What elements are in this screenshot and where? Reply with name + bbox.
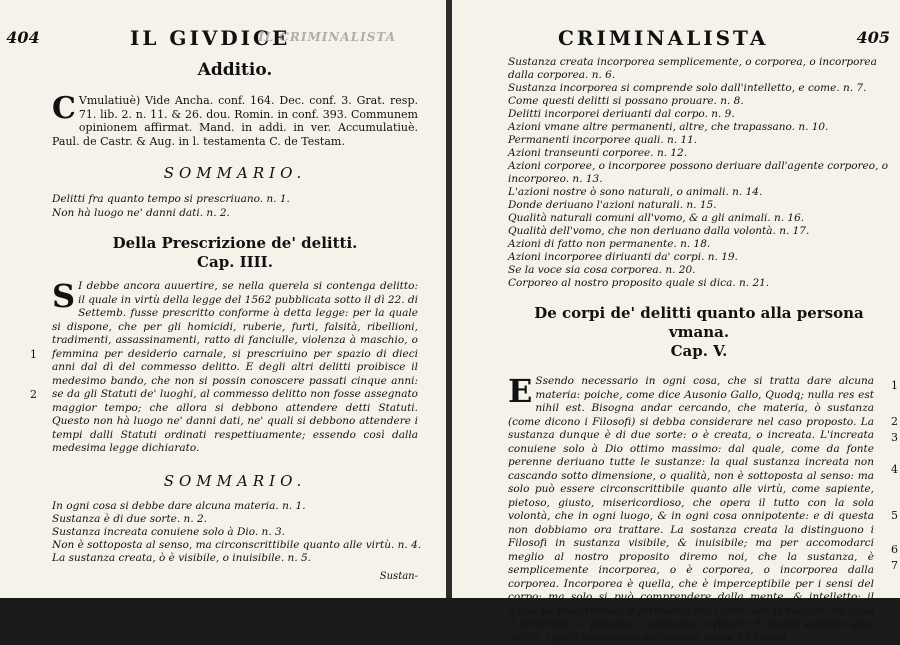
list-item: La sustanza creata, ò è visibile, o inuisibile. n. 5. <box>52 551 312 564</box>
sommario-list-continued <box>508 56 890 290</box>
chapter-5-dropcap: E <box>508 372 533 410</box>
left-page <box>0 0 446 598</box>
margin-number: 4 <box>891 463 898 476</box>
list-item: L'azioni nostre ò sono naturali, o animali. n. 14. <box>508 186 763 198</box>
list-item: Azioni corporee, o incorporee possono deriuare dall'agente corporeo, o incorporeo. n. 13. <box>508 160 889 185</box>
addition-heading: Additio. <box>197 60 273 80</box>
chapter-4-dropcap: S <box>52 277 76 315</box>
left-folio: 404 <box>6 28 40 47</box>
list-item: Azioni incorporee diriuanti da' corpi. n. 19. <box>508 251 738 263</box>
list-item: Azioni vmane altre permanenti, altre, che trapassano. n. 10. <box>508 121 829 133</box>
margin-number: 6 <box>891 543 898 556</box>
margin-number: 1 <box>30 348 37 361</box>
margin-number: 7 <box>891 559 898 572</box>
list-item: Sustanza increata conuiene solo à Dio. n. 3. <box>52 525 286 538</box>
list-item: Se la voce sia cosa corporea. n. 20. <box>508 264 696 276</box>
margin-number: 5 <box>891 509 898 522</box>
chapter-4-body <box>30 277 418 456</box>
list-item: Corporeo al nostro proposito quale si dica. n. 21. <box>508 277 770 289</box>
chapter-4-title: Della Prescrizione de' delitti. <box>112 234 358 252</box>
addition-text: Vmulatiuè) Vide Ancha. conf. 164. Dec. conf. 3. Grat. resp. 71. lib. 2. n. 11. & 26. dou. Romin. in conf. 393. Communem opinionem affirmat. Mand. in addi. in ver. Accumulatiuè. Paul. de Castr. & Aug. in l. testamenta C. de Testam. <box>52 94 418 148</box>
list-item: Sustanza incorporea si comprende solo dall'intelletto, e come. n. 7. <box>508 82 867 94</box>
list-item: Donde deriuano l'azioni naturali. n. 15. <box>508 199 717 211</box>
catchword: Sustan- <box>379 570 418 582</box>
list-item: Delitti incorporei deriuanti dal corpo. n. 9. <box>508 108 735 120</box>
list-item: Permanenti incorporee quali. n. 11. <box>508 134 698 146</box>
margin-number: 2 <box>30 388 37 401</box>
list-item: In ogni cosa si debbe dare alcuna materia. n. 1. <box>52 499 306 512</box>
sommario-heading-1: SOMMARIO. <box>163 164 307 182</box>
chapter-4-heading <box>52 234 418 272</box>
chapter-4-number: Cap. IIII. <box>197 253 273 271</box>
margin-number: 2 <box>891 415 898 428</box>
sommario-list-2 <box>52 499 422 565</box>
chapter-5-title: De corpi de' delitti quanto alla persona vmana. <box>534 304 864 341</box>
list-item: Qualità naturali comuni all'vomo, & a gli animali. n. 16. <box>508 212 805 224</box>
chapter-4-text: I debbe ancora auuertire, se nella querela si contenga delitto: il quale in virtù della legge del 1562 pubblicata sotto il dì 22. di Settemb. fusse prescritto conforme à detta legge: per la quale si dispone, che per gli homicidi, ruberie, furti, falsità, ribellioni, tradimenti, assassinamenti, ratto di fanciulle, violenza à maschio, o femmina per desiderio carnale, si prescriuino per spazio di dieci anni dal dì del commesso delitto. E degli altri delitti proibisce il medesimo bando, che non si possin conoscere passati cinque anni: se da gli Statuti de' luoghi, al commesso delitto non fosse assegnato maggior tempo; che allora si debbono attendere detti Statuti. Questo non hà luogo ne' danni dati, ne' quali si debbono attendere i tempi dalli Statuti ordinati respettiuamente; essendo così dalla medesima legge dichiarato. <box>52 280 418 454</box>
left-running-title: IL GIVDICE <box>130 26 291 50</box>
chapter-5-text: Ssendo necessario in ogni cosa, che si tratta dare alcuna materia: poiche, come dice Ausonio Gallo, Quodq; nulla res est nihil est. Bisogna andar cercando, che materia, ò sustanza (come dicono i Filosofi) si debba considerare nel caso proposto. La sustanza dunque è di due sorte: o è creata, o increata. L'increata conuiene solo à Dio ottimo massimo: dal quale, come da fonte perenne deriuano tutte le sustanze: la qual sustanza increata non cascando sotto dimensione, o qualità, non è sottoposta al senso: ma solo può essere circonscrittibile quanto alle virtù, come sapiente, pietoso, giusto, misericordioso, che opera il tutto con la sola volontà, che in ogni luogo, & in ogni cosa onnipotente: e di questa non dobbiamo ora trattare. La sostanza creata la distinguono i Filosofi in sustanza visibile, & inuisibile; ma per accomodarci meglio al nostro proposito diremo noi, che la sustanza, è semplicemente incorporea, o è corporea, o incorporea dalla corporea. Incorporea è quella, che è imperceptibile per i sensi del corpo: ma solo si può comprendere dalla mente, & intelletto: il quale và discorrendo, e formando ora l'Idee, ora le ragioni, ne caua il verisimile, o passato, o presente, o futuro; E questi saranno quei delitti, i quali consistono nell'animo: come è l'Eresia <box>508 375 874 644</box>
list-item: Delitti fra quanto tempo si prescriuano. n. 1. <box>52 193 290 205</box>
list-item: Come questi delitti si possano prouare. n. 8. <box>508 95 744 107</box>
chapter-5-heading <box>508 304 890 361</box>
list-item: Qualità dell'vomo, che non deriuano dalla volontà. n. 17. <box>508 225 810 237</box>
chapter-5-number: Cap. V. <box>670 342 728 360</box>
list-item: Sustanza creata incorporea semplicemente, o corporea, o incorporea dalla corporea. n. 6. <box>508 56 877 81</box>
right-running-head <box>508 22 890 56</box>
margin-number: 1 <box>891 379 898 392</box>
sommario-heading-2: SOMMARIO. <box>163 471 307 490</box>
left-running-head <box>6 22 418 56</box>
list-item: Sustanza è di due sorte. n. 2. <box>52 512 208 525</box>
sommario-list-1 <box>52 192 418 220</box>
list-item: Non hà luogo ne' danni dati. n. 2. <box>52 207 230 219</box>
right-folio: 405 <box>856 28 890 47</box>
bleed-through-text: IL CRIMINALISTA <box>258 30 396 44</box>
chapter-5-body <box>508 372 898 645</box>
addition-dropcap: C <box>52 91 76 126</box>
right-page <box>452 0 900 644</box>
addition-paragraph <box>52 91 418 148</box>
right-running-title: CRIMINALISTA <box>558 26 769 50</box>
list-item: Azioni transeunti corporee. n. 12. <box>508 147 688 159</box>
margin-number: 3 <box>891 431 898 444</box>
list-item: Non è sottoposta al senso, ma circonscrittibile quanto alle virtù. n. 4. <box>52 538 422 551</box>
list-item: Azioni di fatto non permanente. n. 18. <box>508 238 711 250</box>
